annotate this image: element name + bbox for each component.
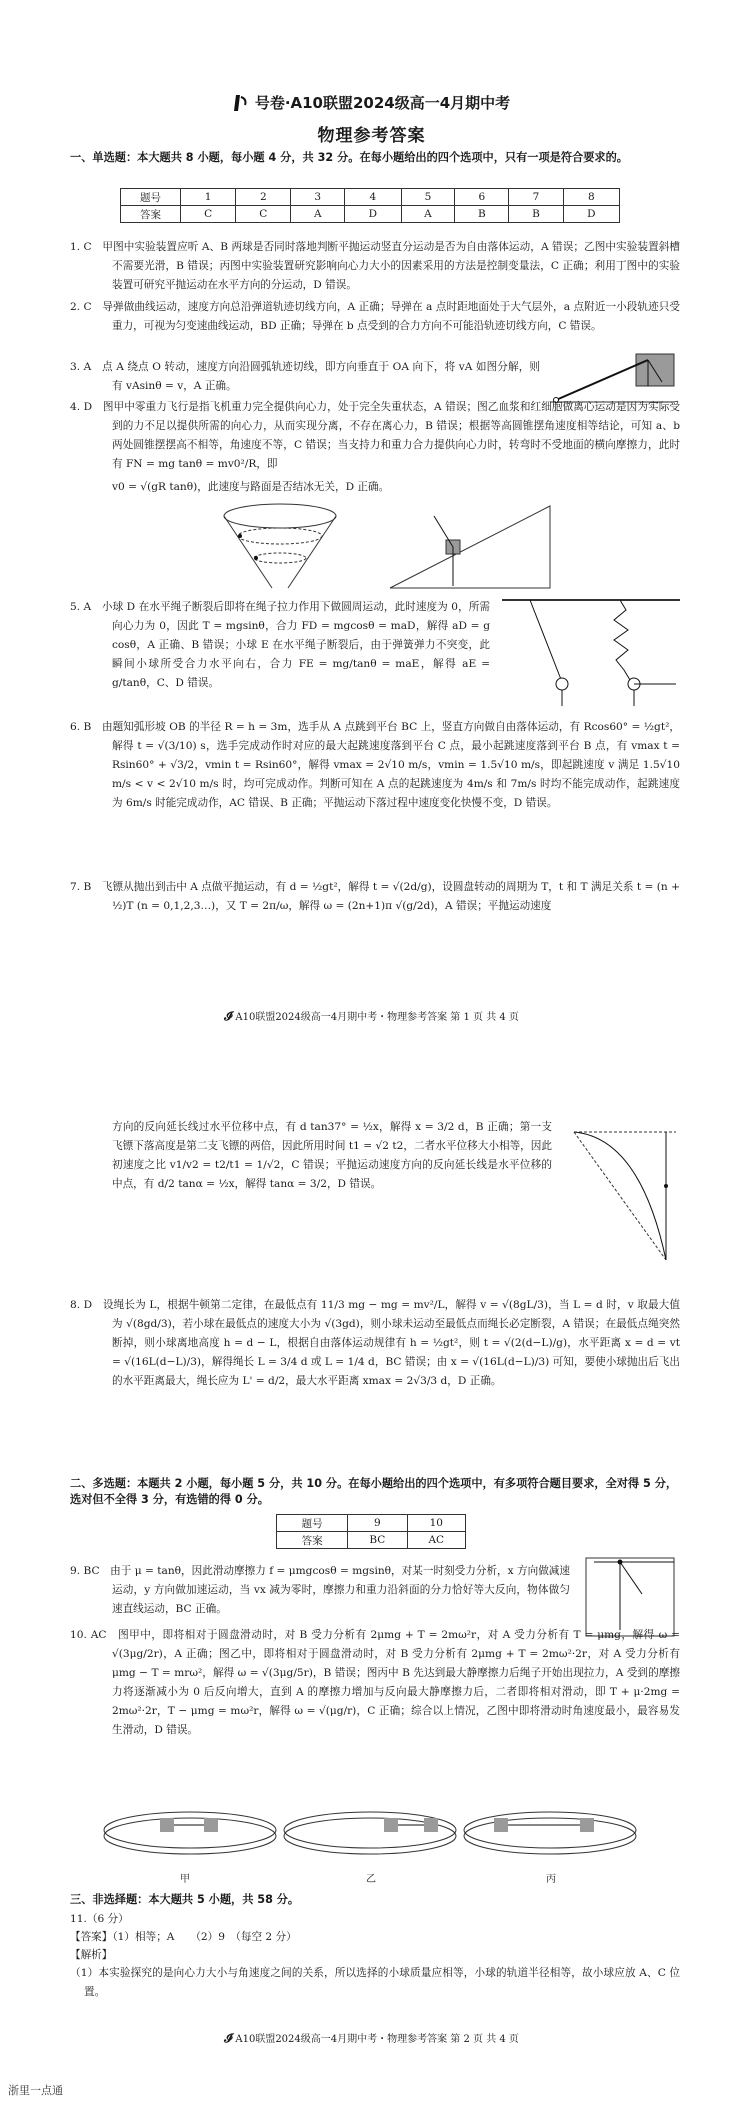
row-label: 题号 (121, 189, 181, 206)
table-cell: C (181, 206, 236, 223)
figure-q4-cone-and-incline (220, 500, 560, 592)
table-cell: BC (348, 1532, 407, 1549)
page-subtitle: 物理参考答案 (317, 126, 426, 146)
q11-answer: 【答案】（1）相等；A （2）9 （每空 2 分） (70, 1931, 297, 1943)
answer-q8: 8. D 设绳长为 L，根据牛顿第二定律，在最低点有 11/3 mg − mg = mv²/L，解得 v = √(8gL/3)，当 L = d 时，v 取最大值为 √(8gd/3)，若小球在最低点的速度大小为 √(3gd)，则小球未运动至最低点而绳长必定断裂，A 错误；在最低点绳突然断掉，则小球离地高度 h = d − L，根据自由落体运动规律有 h = ½gt²，则 t = √(2(d−L)/g)，水平距离 x = d = vt = √(16L(d−L)/3)，解得绳长 L = 3/4 d 或 L = 1/4 d，BC 错误；由 x = √(16L(d−L)/3) 可知，要使小球抛出后飞出的水平距离最大，绳长应为 L' = d/2，最大水平距离 xmax = 2√3/3 d，D 正确。 (70, 1299, 680, 1387)
table-cell: AC (407, 1532, 466, 1549)
brand-logo-icon: 𝓘 (224, 2031, 233, 2045)
table-cell: 2 (236, 189, 291, 206)
table-cell: 10 (407, 1515, 466, 1532)
row-label: 答案 (277, 1532, 348, 1549)
table-cell: 8 (563, 189, 619, 206)
table-cell: 4 (345, 189, 401, 206)
answer-q1: 1. C 甲图中实验装置应听 A、B 两球是否同时落地判断平抛运动竖直分运动是否为自由落体运动，A 错误；乙图中实验装置斜槽不需要光滑，B 错误；丙图中实验装置研究影响向心力大小的因素采用的方法是控制变量法，C 正确；利用丁图中的实验装置可研究平抛运动在水平方向的分运动，D 错误。 (70, 241, 680, 291)
table-cell: 3 (291, 189, 345, 206)
row-label: 题号 (277, 1515, 348, 1532)
table-cell: D (345, 206, 401, 223)
table-cell: A (401, 206, 455, 223)
section3-heading: 三、非选择题：本大题共 5 小题，共 58 分。 (70, 1893, 300, 1906)
exam-header (0, 92, 743, 117)
table-row (121, 189, 620, 206)
answer-q7: 7. B 飞镖从抛出到击中 A 点做平抛运动，有 d = ½gt²，解得 t = √(2d/g)，设圆盘转动的周期为 T，t 和 T 满足关系 t = (n + ½)T (n = 0,1,2,3…)，又 T = 2π/ω，解得 ω = (2n+1)π √(g/2d)，A 错误；平抛运动速度 (70, 881, 680, 912)
table-cell: A (291, 206, 345, 223)
table-cell: 6 (455, 189, 509, 206)
answer-q4: 4. D 图甲中零重力飞行是指飞机重力完全提供向心力，处于完全失重状态，A 错误；图乙血浆和红细胞做离心运动是因为实际受到的力不足以提供所需的向心力，从而实现分离，不存在离心力，B 错误；根据等高圆锥摆角速度相等结论，可知 a、b 两处圆锥摆摆高不相等，角速度不等，C 错误；当支持力和重力合力提供向心力时，转弯时不受地面的横向摩擦力，此时有 FN = mg tanθ = mv0²/R，即 (70, 401, 680, 470)
answer-q5: 5. A 小球 D 在水平绳子断裂后即将在绳子拉力作用下做圆周运动，此时速度为 0，所需向心力为 0，因此 T = mgsinθ，合力 FD = mgcosθ = maD，解得 aD = g cosθ，A 正确、B 错误；小球 E 在水平绳子断裂后，由于弹簧弹力不突变，此瞬间小球所受合力水平向右，合力 FE = mg/tanθ = maE，解得 aE = g/tanθ，C、D 错误。 (70, 601, 490, 689)
answer-q6: 6. B 由题知弧形坡 OB 的半径 R = h = 3m，选手从 A 点跳到平台 BC 上，竖直方向做自由落体运动，有 Rcos60° = ½gt²，解得 t = √(3/10) s，选手完成动作时对应的最大起跳速度落到平台 C 点，最小起跳速度落到平台 B 点，有 vmax t = Rsin60° + √3/2，vmin t = Rsin60°，解得 vmax = 2√10 m/s，vmin = 1.5√10 m/s，即起跳速度 v 满足 1.5√10 m/s < v < 2√10 m/s 时，均可完成动作。判断可知在 A 点的起跳速度为 4m/s 和 7m/s 时均不能完成动作，起跳速度为 6m/s 时能完成动作，AC 错误、B 正确；平抛运动下落过程中速度变化快慢不变，D 错误。 (70, 721, 680, 809)
brand-logo-icon (233, 93, 249, 113)
table-cell: 7 (509, 189, 563, 206)
brand-logo-icon: 𝓘 (224, 1009, 233, 1023)
table-cell: 5 (401, 189, 455, 206)
page-gap (0, 1038, 743, 1108)
page-footer-1 (0, 1008, 743, 1024)
table-cell: C (236, 206, 291, 223)
section1-heading: 一、单选题：本大题共 8 小题，每小题 4 分，共 32 分。在每小题给出的四个选项中，只有一项是符合要求的。 (70, 151, 628, 164)
answer-table-1 (120, 188, 620, 223)
answer-page-2 (0, 1108, 743, 2098)
table-cell: B (455, 206, 509, 223)
table-cell: 1 (181, 189, 236, 206)
exam-title: 号卷·A10联盟2024级高一4月期中考 (254, 94, 511, 112)
answer-q3: 3. A 点 A 绕点 O 转动，速度方向沿圆弧轨迹切线，即方向垂直于 OA 向下，将 vA 如图分解，则有 vAsinθ = v，A 正确。 (70, 361, 540, 392)
answer-q9: 9. BC 由于 μ = tanθ，因此滑动摩擦力 f = μmgcosθ = mgsinθ，对某一时刻受力分析，x 方向做减速运动，y 方向做加速运动，当 vx 减为零时，摩擦力和重力沿斜面的分力恰好等大反向，物体做匀速直线运动，BC 正确。 (70, 1565, 570, 1615)
answer-q4-cont: v0 = √(gR tanθ)，此速度与路面是否结冰无关，D 正确。 (112, 481, 390, 493)
q11-analysis-label: 【解析】 (70, 1949, 113, 1961)
page-footer-2 (0, 2030, 743, 2046)
figure-q7-dart-trajectory (570, 1126, 680, 1266)
answer-q2: 2. C 导弹做曲线运动，速度方向总沿弹道轨迹切线方向，A 正确；导弹在 a 点时距地面处于大气层外，a 点附近一小段轨迹只受重力，可视为匀变速曲线运动，BD 正确；导弹在 b 点受到的合力方向不可能沿轨迹切线方向，C 错误。 (70, 301, 680, 332)
table-cell: 9 (348, 1515, 407, 1532)
row-label: 答案 (121, 206, 181, 223)
figure-label-yi: 乙 (366, 1874, 376, 1885)
answer-table-2 (276, 1514, 466, 1549)
figure-q10-turntables (100, 1800, 640, 1866)
answer-page-1 (0, 0, 743, 1038)
section2-heading: 二、多选题：本题共 2 小题，每小题 5 分，共 10 分。在每小题给出的四个选项中，有多项符合题目要求，全对得 5 分，选对但不全得 3 分，有选错的得 0 分。 (70, 1477, 678, 1506)
figure-q5-spring-balls (500, 596, 682, 708)
figure-label-jia: 甲 (180, 1874, 190, 1885)
footer-text: A10联盟2024级高一4月期中考・物理参考答案 第 1 页 共 4 页 (235, 1012, 519, 1023)
table-cell: B (509, 206, 563, 223)
answer-q7-cont: 方向的反向延长线过水平位移中点，有 d tan37° = ½x，解得 x = 3/2 d，B 正确；第一支飞镖下落高度是第二支飞镖的两倍，因此所用时间 t1 = √2 t2，二者水平位移大小相等，因此初速度之比 v1/v2 = t2/t1 = 1/√2，C 错误；平抛运动速度方向的反向延长线是水平位移的中点，有 d/2 tanα = ½x，解得 tanα = 3/2，D 错误。 (112, 1121, 552, 1190)
q11-title: 11.（6 分） (70, 1913, 129, 1925)
answer-q10: 10. AC 图甲中，即将相对于圆盘滑动时，对 B 受力分析有 2μmg + T = 2mω²r，对 A 受力分析有 T = μmg，解得 ω = √(3μg/2r)，A 正确；图乙中，即将相对于圆盘滑动时，对 B 受力分析有 2μmg + T = 2mω²·2r，对 A 受力分析有 μmg − T = mrω²，解得 ω = √(3μg/5r)，B 错误；图丙中 B 先达到最大静摩擦力后绳子开始出现拉力，A 受到的摩擦力将逐渐减小为 0 后反向增大，直到 A 的摩擦力增加与反向最大静摩擦力后，二者即将相对滑动，即 T + μ·2mg = 2mω²·2r，T − μmg = mω²r，解得 ω = √(μg/r)，C 正确；综合以上情况，乙图中即将滑动时角速度最小，最容易发生滑动，D 错误。 (70, 1629, 680, 1736)
q11-analysis-text: （1）本实验探究的是向心力大小与角速度之间的关系，所以选择的小球质量应相等，小球的轨道半径相等，故小球应放 A、C 位置。 (70, 1967, 680, 1998)
table-cell: D (563, 206, 619, 223)
figure-label-bing: 丙 (546, 1874, 556, 1885)
footer-text: A10联盟2024级高一4月期中考・物理参考答案 第 2 页 共 4 页 (235, 2034, 519, 2045)
table-row (277, 1515, 466, 1532)
watermark: 浙里一点通 (8, 2084, 63, 2097)
table-row (277, 1532, 466, 1549)
table-row (121, 206, 620, 223)
